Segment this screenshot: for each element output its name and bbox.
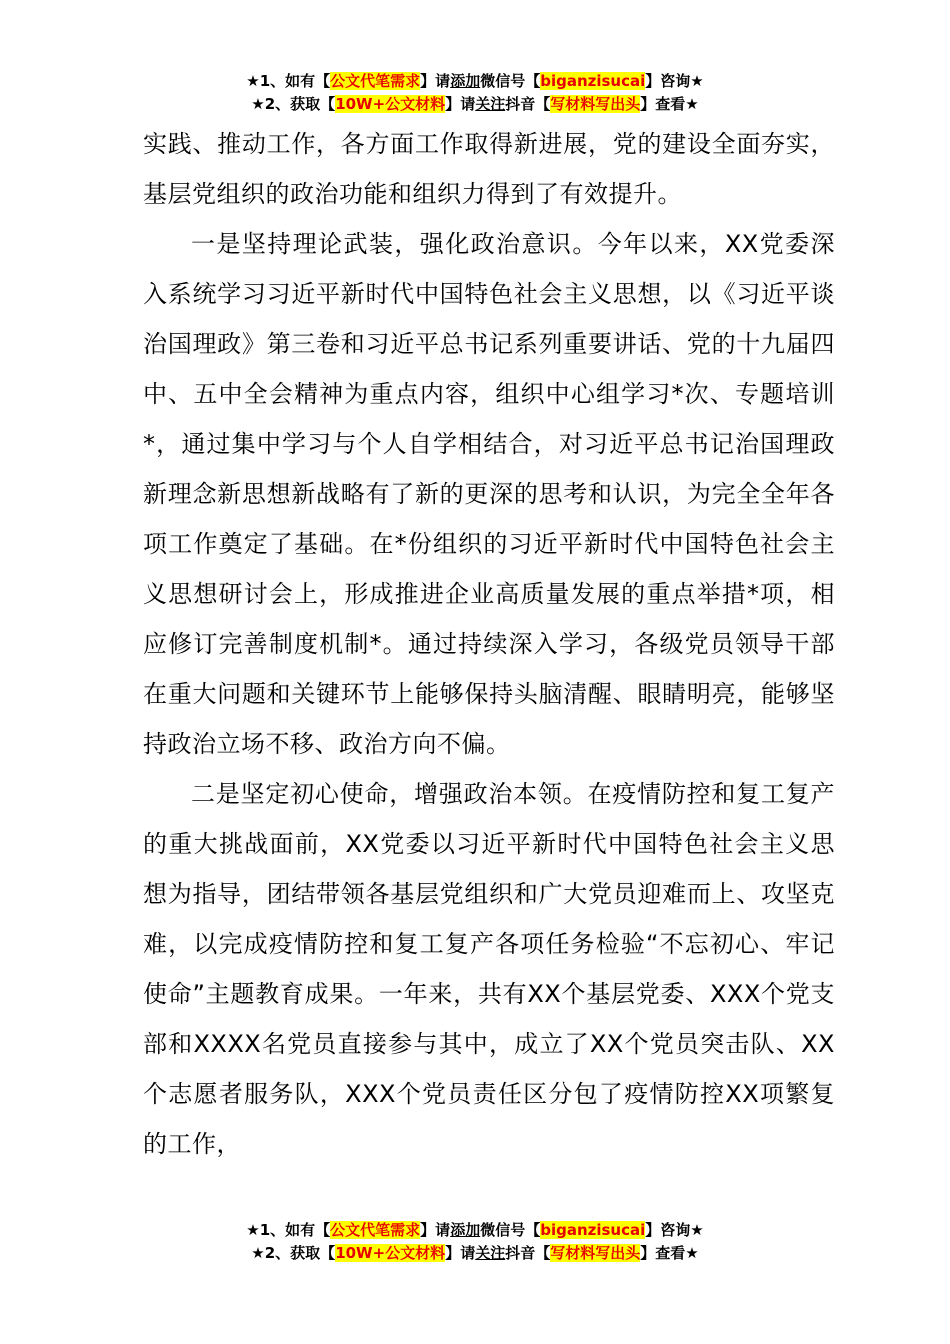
banner-line-2 [0,1242,950,1265]
banner-highlight: 10W+公文材料 [335,95,446,113]
banner-line-2 [0,93,950,116]
banner-text: ★2、获取【 [251,1244,336,1262]
footer-banner [0,1219,950,1265]
banner-text: ★1、如有【 [246,72,331,90]
banner-highlight: biganzisucai [540,1221,646,1239]
header-banner [0,70,950,116]
paragraph-continuation: 实践、推动工作，各方面工作取得新进展，党的建设全面夯实，基层党组织的政治功能和组织力得到了有效提升。 [143,130,835,208]
banner-highlight: 写材料写出头 [550,1244,641,1262]
banner-highlight: 10W+公文材料 [335,1244,446,1262]
banner-text: 】请 [445,1244,476,1262]
banner-line-1 [0,70,950,93]
banner-line-1 [0,1219,950,1242]
banner-text: ★2、获取【 [251,95,336,113]
banner-text: 】查看★ [640,95,699,113]
banner-highlight: 公文代笔需求 [330,72,421,90]
banner-underline: 关注 [475,1244,506,1262]
banner-text: 】请 [420,72,451,90]
banner-highlight: biganzisucai [540,72,646,90]
banner-text: 微信号【 [480,1221,541,1239]
banner-text: 抖音【 [505,1244,551,1262]
banner-text: ★1、如有【 [246,1221,331,1239]
banner-underline: 添加 [450,1221,481,1239]
banner-text: 微信号【 [480,72,541,90]
banner-text: 】查看★ [640,1244,699,1262]
banner-highlight: 公文代笔需求 [330,1221,421,1239]
document-body [143,119,835,1169]
paragraph-theory: 一是坚持理论武装，强化政治意识。今年以来，XX党委深入系统学习习近平新时代中国特色社会主义思想，以《习近平谈治国理政》第三卷和习近平总书记系列重要讲话、党的十九届四中、五中全会精神为重点内容，组织中心组学习*次、专题培训*，通过集中学习与个人自学相结合，对习近平总书记治国理政新理念新思想新战略有了新的更深的思考和认识，为完全全年各项工作奠定了基础。在*份组织的习近平新时代中国特色社会主义思想研讨会上，形成推进企业高质量发展的重点举措*项，相应修订完善制度机制*。通过持续深入学习，各级党员领导干部在重大问题和关键环节上能够保持头脑清醒、眼睛明亮，能够坚持政治立场不移、政治方向不偏。 [143,230,835,758]
banner-text: 抖音【 [505,95,551,113]
banner-text: 】请 [420,1221,451,1239]
banner-underline: 添加 [450,72,481,90]
banner-text: 】咨询★ [645,1221,704,1239]
banner-text: 】咨询★ [645,72,704,90]
paragraph-mission: 二是坚定初心使命，增强政治本领。在疫情防控和复工复产的重大挑战面前，XX党委以习近平新时代中国特色社会主义思想为指导，团结带领各基层党组织和广大党员迎难而上、攻坚克难，以完成疫情防控和复工复产各项任务检验“不忘初心、牢记使命”主题教育成果。一年来，共有XX个基层党委、XXX个党支部和XXXX名党员直接参与其中，成立了XX个党员突击队、XX个志愿者服务队，XXX个党员责任区分包了疫情防控XX项繁复的工作， [143,780,835,1158]
banner-underline: 关注 [475,95,506,113]
banner-highlight: 写材料写出头 [550,95,641,113]
banner-text: 】请 [445,95,476,113]
